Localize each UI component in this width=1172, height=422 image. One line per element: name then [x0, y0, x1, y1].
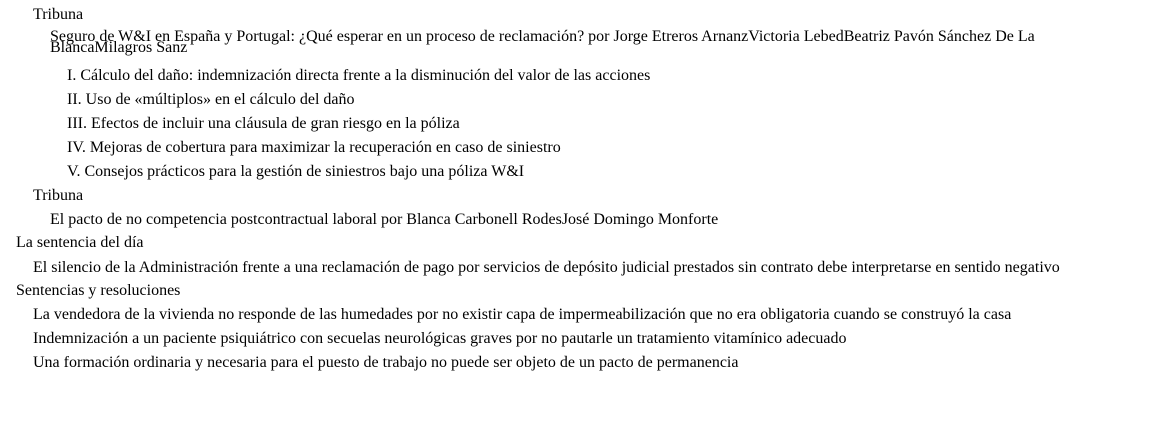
section-heading-sentencias-resoluciones: Sentencias y resoluciones [16, 282, 181, 299]
section-heading-tribuna-2: Tribuna [33, 187, 84, 204]
resolucion-item-2[interactable]: Indemnización a un paciente psiquiátrico con secuelas neurológicas graves por no pautarle un tratamiento vitamínico adecuado [33, 330, 847, 347]
resolucion-item-3[interactable]: Una formación ordinaria y necesaria para el puesto de trabajo no puede ser objeto de un pacto de permanencia [33, 354, 739, 371]
subsection-link-5[interactable]: V. Consejos prácticos para la gestión de siniestros bajo una póliza W&I [67, 163, 525, 180]
subsection-link-2[interactable]: II. Uso de «múltiplos» en el cálculo del daño [67, 91, 355, 108]
subsection-link-3[interactable]: III. Efectos de incluir una cláusula de gran riesgo en la póliza [67, 115, 460, 132]
section-heading-sentencia-del-dia: La sentencia del día [16, 234, 144, 251]
subsection-link-4[interactable]: IV. Mejoras de cobertura para maximizar la recuperación en caso de siniestro [67, 139, 561, 156]
article-link-pacto-no-competencia[interactable]: El pacto de no competencia postcontractual laboral por Blanca Carbonell RodesJosé Domingo Monforte [50, 211, 719, 228]
article-link-seguro-wi[interactable]: Seguro de W&I en España y Portugal: ¿Qué esperar en un proceso de reclamación? por Jorge Etreros ArnanzVictoria LebedBeatriz Pavón Sánchez De La BlancaMilagros Sanz [50, 28, 1035, 56]
resolucion-item-1[interactable]: La vendedora de la vivienda no responde de las humedades por no existir capa de impermeabilización que no era obligatoria cuando se construyó la casa [33, 306, 1012, 323]
section-heading-tribuna: Tribuna [33, 6, 84, 23]
sentencia-item-1[interactable]: El silencio de la Administración frente a una reclamación de pago por servicios de depósito judicial prestados sin contrato debe interpretarse en sentido negativo [33, 259, 1060, 276]
subsection-link-1[interactable]: I. Cálculo del daño: indemnización directa frente a la disminución del valor de las acciones [67, 67, 651, 84]
